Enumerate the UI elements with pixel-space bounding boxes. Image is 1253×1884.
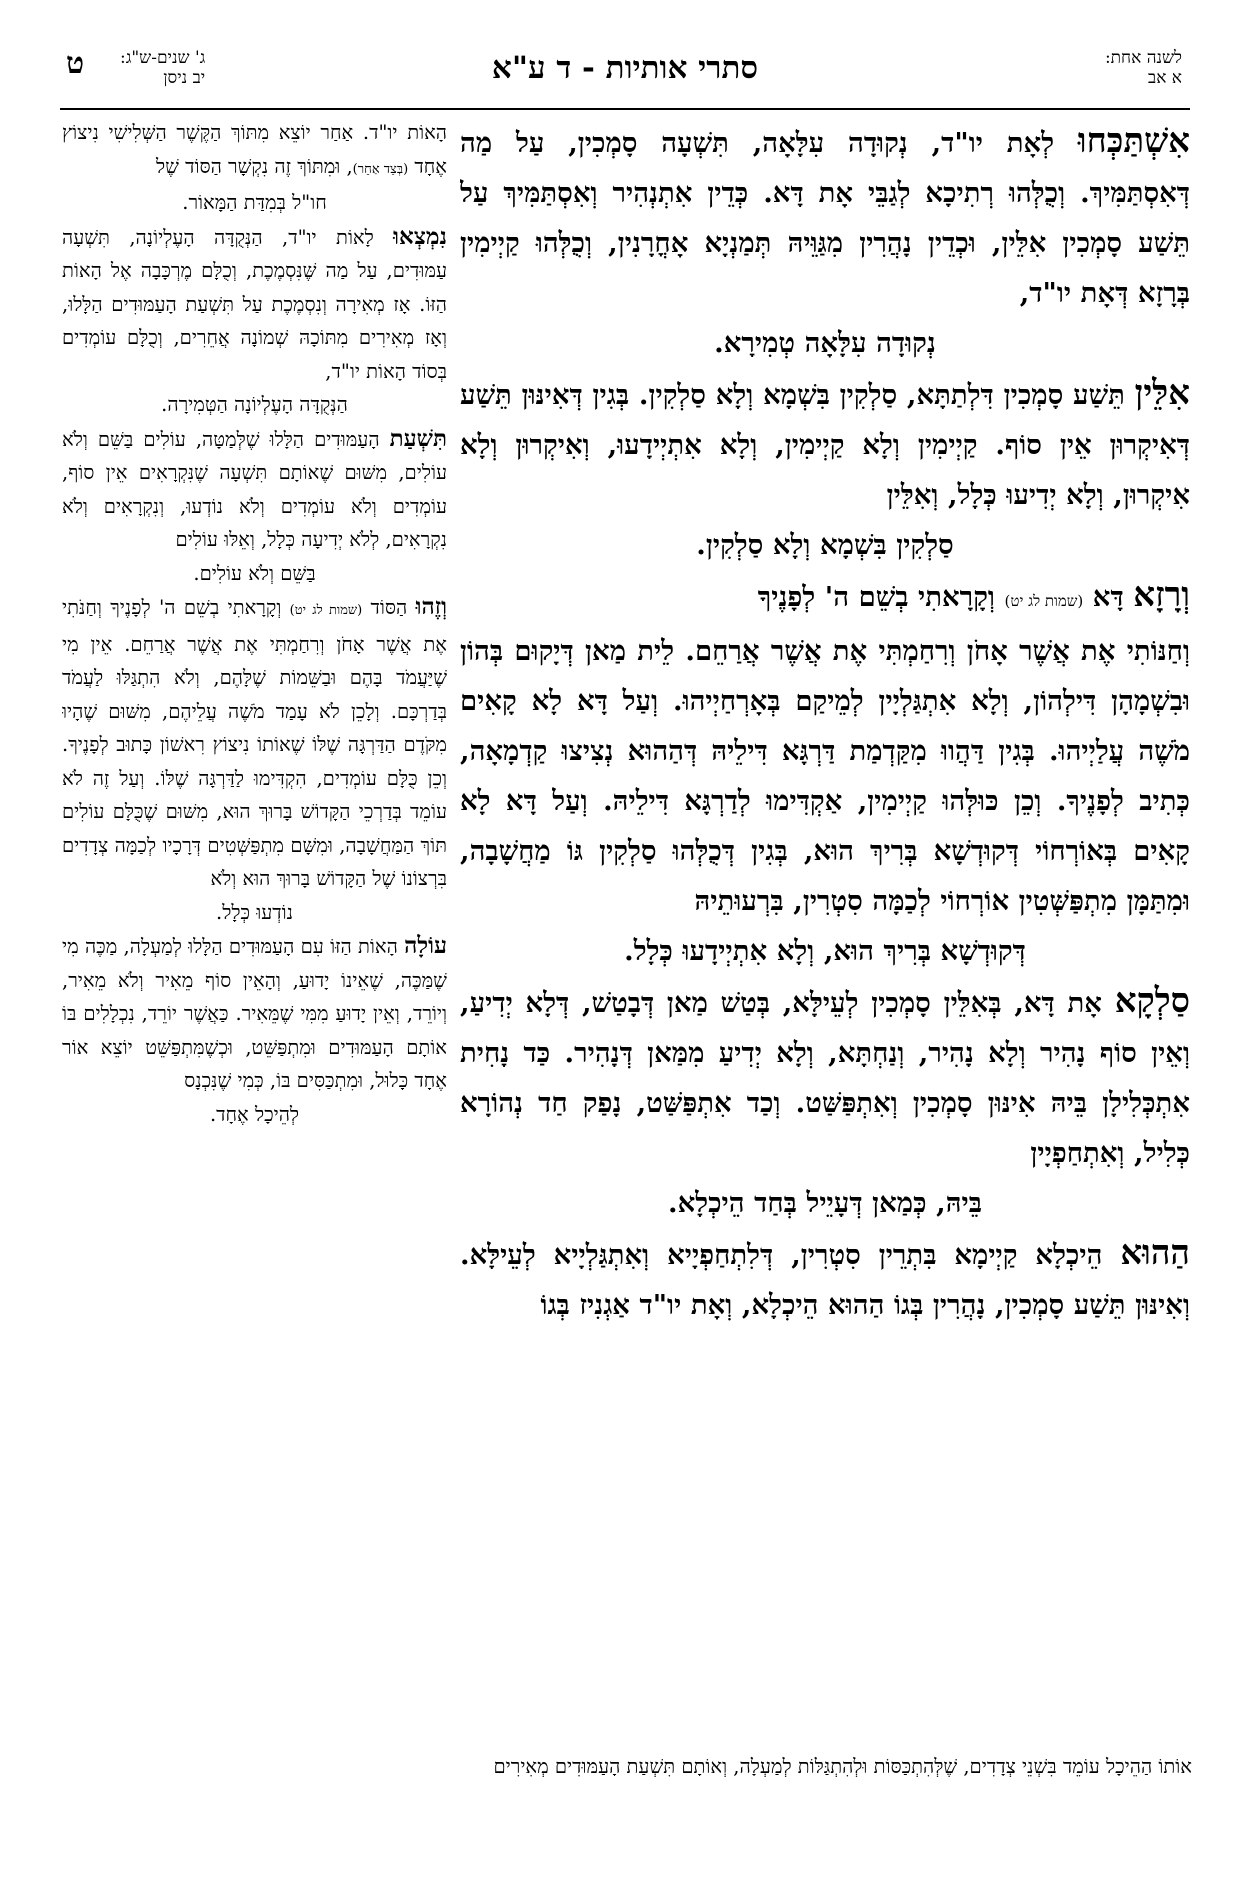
paragraph-lead-word: נִמְצְאוּ bbox=[393, 222, 447, 250]
side-paragraph-3 bbox=[62, 422, 447, 557]
main-paragraph-1-end: נְקוּדָה עִלָּאָה טְמִירָא. bbox=[714, 327, 936, 359]
aramaic-main-text bbox=[460, 116, 1190, 1756]
main-paragraph-2 bbox=[460, 368, 1190, 520]
one-year-label: לשנה אחת: bbox=[1104, 48, 1182, 68]
side-paragraph-3-end: בַּשֵּׁם וְלֹא עוֹלִים. bbox=[193, 561, 316, 585]
side-paragraph-1 bbox=[62, 116, 447, 186]
main-paragraph-5 bbox=[460, 976, 1190, 1178]
side-paragraph-4-end: נוֹדְעוּ כְּלָל. bbox=[216, 900, 293, 924]
three-years-label: ג' שנים-ש"ג: bbox=[120, 48, 206, 68]
side-paragraph-5-end: לְהֵיכָל אֶחָד. bbox=[209, 1102, 300, 1126]
hebrew-translation-column bbox=[62, 116, 447, 1756]
paragraph-lead-word: עוֹלָה bbox=[404, 932, 447, 959]
paragraph-lead-word: סַלְקָא bbox=[1114, 981, 1190, 1021]
paragraph-lead-word: תִּשְׁעַת bbox=[389, 424, 447, 452]
paragraph-body: הָאוֹת הַזּוֹ עִם הָעַמּוּדִים הַלָּלוּ לְמַעְלָה, מַכֶּה מִי שֶׁמַּכֶּה, שֶׁאֵינוֹ יָדוּעַ, וְהָאֵין סוֹף מֵאִיר וְלֹא מֵאִיר, וְיוֹרֵד, וְאֵין יָדוּעַ מִמִּי שֶׁמֵּאִיר. כַּאֲשֶׁר יוֹרֵד, נִכְלָלִים בּוֹ אוֹתָם הָעַמּוּדִים וּמִתְפַּשֵּׁט, וּכְשֶׁמִּתְפַּשֵּׁט יוֹצֵא אוֹר אֶחָד כָּלוּל, וּמִתְכַּסִּים בּוֹ, כְּמִי שֶׁנִּכְנָס bbox=[62, 935, 447, 1092]
paragraph-body: , וּמִתּוֹךְ זֶה נִקְשָׁר הַסּוֹד שֶׁל bbox=[156, 154, 353, 178]
main-paragraph-3 bbox=[460, 570, 1190, 626]
one-year-date: א אב bbox=[1148, 68, 1182, 88]
paragraph-body: וְחַנּוֹתִי אֶת אֲשֶׁר אָחֹן וְרִחַמְתִּי אֶת אֲשֶׁר אֲרַחֵם. לֵית מַאן דְּיָקוּם בְּהוֹן וּבִשְׁמָהָן דִּילְהוֹן, וְלָא אִתְגַּלְיָין לְמֵיקַם בְּאָרְחַיְיהוּ. וְעַל דָּא לָא קָאִים מֹשֶׁה עֲלַיְיהוּ. בְּגִין דַּהֲווּ מִקַּדְמַת דַּרְגָּא דִּילֵיהּ דְּהַהוּא נְצִיצוּ קַדְמָאָה, כְּתִיב לְפָנֶיךָ. וְכֵן כּוּלְּהוּ קַיְימִין, אַקְדִּימוּ לְדַרְגָּא דִּילֵיהּ. וְעַל דָּא לָא קָאִים בְּאוֹרְחוֹי דְּקוּדְשָׁא בְּרִיךְ הוּא, בְּגִין דְּכֻלְּהוּ סַלְקִין גּוֹ מַחֲשָׁבָה, וּמִתַּמָּן מִתְפַּשְּׁטִין אוֹרְחוֹי לְכַמָּה סִטְרִין, בִּרְעוּתֵיהּ bbox=[460, 635, 1190, 917]
paragraph-body: תֵּשַׁע סָמְכִין דִּלְתַתָּא, סַלְקִין בִּשְׁמָא וְלָא סַלְקִין. בְּגִין דְּאִינּוּן תֵּשַׁע דְּאִיקְרוּן אֵין סוֹף. קַיְימִין וְלָא קַיְימִין, וְלָא אִתְיְידָעוּ, וְאִיקְרוּן וְלָא אִיקְרוּן, וְלָא יְדִיעוּ כְּלָל, וְאִלֵּין bbox=[460, 379, 1190, 511]
three-years-date: יב ניסן bbox=[163, 68, 206, 88]
paragraph-body: לְאָת יו"ד, נְקוּדָה עִלָּאָה, תִּשְׁעָה סָמְכִין, עַל מַה דְּאִסְתַּמִּיךְ. וְכֻלְּהוּ רְתִיכָא לְגַבֵּי אָת דָּא. כְּדֵין אִתְנְהִיר וְאִסְתַּמִּיךְ עַל תֵּשַׁע סָמְכִין אִלֵּין, וּכְדֵין נָהֲרִין מִגַּוֵּיהּ תְּמַנְיָא אָחֳרָנִין, וְכֻלְּהוּ קַיְימִין בְּרָזָא דְּאָת יו"ד, bbox=[460, 127, 1190, 309]
paragraph-body: הָאוֹת יו"ד. אַחַר יוֹצֵא מִתּוֹךְ הַקֶּשֶׁר הַשְּׁלִישִׁי נִיצוֹץ אֶחָד bbox=[62, 121, 447, 178]
main-paragraph-4-end: דְּקוּדְשָׁא בְּרִיךְ הוּא, וְלָא אִתְיְידָעוּ כְּלָל. bbox=[624, 935, 1026, 967]
page-header bbox=[60, 42, 1190, 110]
header-divider bbox=[60, 108, 1190, 110]
verse-quote: וְקָרָאתִי בְשֵׁם ה' לְפָנֶיךָ bbox=[757, 581, 1005, 613]
paragraph-lead-word: אִשְׁתַּכְּחוּ bbox=[1077, 121, 1190, 161]
main-paragraph-5-end: בֵּיהּ, כְּמַאן דְּעָיֵיל בְּחַד הֵיכְלָא. bbox=[668, 1187, 982, 1219]
side-paragraph-2 bbox=[62, 220, 447, 389]
paragraph-body: הַסּוֹד bbox=[362, 596, 416, 619]
study-schedule-three-years bbox=[120, 48, 205, 88]
paragraph-body: אָת דָּא, בְּאִלֵּין סָמְכִין לְעֵילָּא, בְּטַשׁ מַאן דְּבָטַשׁ, דְּלָא יְדִיעַ, וְאֵין סוֹף נָהִיר וְלָא נָהִיר, וְנַחְתָּא, וְלָא יְדִיעַ מִמַּאן דְּנָהִיר. כַּד נָחִית אִתְכְּלִילָן בֵּיהּ אִינּוּן סָמְכִין וְאִתְפַּשַּׁט. וְכַד אִתְפַּשַּׁט, נָפַק חַד נְהוֹרָא כְּלִיל, וְאִתְחַפְיָין bbox=[460, 987, 1190, 1169]
side-paragraph-2-end: הַנְּקֻדָּה הָעֶלְיוֹנָה הַטְּמִירָה. bbox=[161, 393, 348, 416]
paragraph-body: דָּא bbox=[1083, 581, 1134, 613]
side-paragraph-1-end: חו"ל בְּמִדַּת הַמָּאוֹר. bbox=[182, 191, 327, 214]
verse-reference: (שמות לג יט) bbox=[1004, 592, 1084, 610]
page-number: ט bbox=[66, 46, 85, 81]
paragraph-lead-word: וְרָזָא bbox=[1133, 575, 1190, 615]
paragraph-lead-word: הַהוּא bbox=[1120, 1233, 1190, 1273]
paragraph-body: וְקָרָאתִי בְשֵׁם ה' לְפָנֶיךָ וְחַנֹּתִי אֶת אֲשֶׁר אָחֹן וְרִחַמְתִּי אֶת אֲשֶׁר אֲרַחֵם. אֵין מִי שֶׁיַּעֲמֹד בָּהֶם וּבַשֵּׁמוֹת שֶׁלָּהֶם, וְלֹא הִתְגַּלּוּ לַעֲמֹד בְּדַרְכָּם. וְלָכֵן לֹא עָמַד מֹשֶׁה עֲלֵיהֶם, מִשּׁוּם שֶׁהָיוּ מִקֹּדֶם הַדַּרְגָּה שֶׁלּוֹ שֶׁאוֹתוֹ נִיצוֹץ רִאשׁוֹן כָּתוּב לְפָנֶיךָ. וְכֵן כֻּלָּם עוֹמְדִים, הִקְדִּימוּ לַדַּרְגָּה שֶׁלּוֹ. וְעַל זֶה לֹא עוֹמֵד בְּדַרְכֵי הַקָּדוֹשׁ בָּרוּךְ הוּא, מִשּׁוּם שֶׁכֻּלָּם עוֹלִים תּוֹךְ הַמַּחֲשָׁבָה, וּמִשָּׁם מִתְפַּשְּׁטִים דְּרָכָיו לְכַמָּה צְדָדִים בִּרְצוֹנוֹ שֶׁל הַקָּדוֹשׁ בָּרוּךְ הוּא וְלֹא bbox=[62, 596, 447, 890]
main-paragraph-2-end: סַלְקִין בִּשְׁמָא וְלָא סַלְקִין. bbox=[696, 529, 954, 561]
bottom-continuation-line: אוֹתוֹ הַהֵיכָל עוֹמֵד בִּשְׁנֵי צְדָדִים, שֶׁלְּהִתְכַּסּוֹת וּלְהִתְגַּלּוֹת לְמַעְלָה, וְאוֹתָם תִּשְׁעַת הָעַמּוּדִים מְאִירִים bbox=[493, 1755, 1192, 1778]
verse-reference: (שמות לג יט) bbox=[289, 603, 363, 618]
inline-note: (בְּצַד אַחֵר) bbox=[352, 161, 409, 177]
main-paragraph-6 bbox=[460, 1228, 1190, 1330]
paragraph-body: לָאוֹת יו"ד, הַנְּקֻדָּה הָעֶלְיוֹנָה, תִּשְׁעָה עַמּוּדִים, עַל מַה שֶּׁנִּסְמֶכֶת, וְכֻלָּם מֶרְכָּבָה אֶל הָאוֹת הַזּוֹ. אָז מְאִירָה וְנִסְמֶכֶת עַל תִּשְׁעַת הָעַמּוּדִים הַלָּלוּ, וְאָז מְאִירִים מִתּוֹכָהּ שְׁמוֹנָה אֲחֵרִים, וְכֻלָּם עוֹמְדִים בְּסוֹד הָאוֹת יו"ד, bbox=[62, 225, 447, 383]
side-paragraph-4 bbox=[62, 590, 447, 896]
paragraph-body: הֵיכְלָא קַיְימָא בִּתְרֵין סִטְרִין, דְּלִתְחַפְיָיא וְאִתְגַּלְיָיא לְעֵילָּא. וְאִינּוּן תֵּשַׁע סָמְכִין, נָהֲרִין בְּגוֹ הַהוּא הֵיכְלָא, וְאָת יו"ד אַגְנִיז בְּגוֹ bbox=[460, 1239, 1190, 1321]
paragraph-body: הָעַמּוּדִים הַלָּלוּ שֶׁלְּמַטָּה, עוֹלִים בַּשֵּׁם וְלֹא עוֹלִים, מִשּׁוּם שֶׁאוֹתָם תִּשְׁעָה שֶׁנִּקְרָאִים אֵין סוֹף, עוֹמְדִים וְלֹא עוֹמְדִים וְלֹא נוֹדְעוּ, וְנִקְרָאִים וְלֹא נִקְרָאִים, לְלֹא יְדִיעָה כְּלָל, וְאֵלּוּ עוֹלִים bbox=[62, 427, 447, 551]
side-paragraph-5 bbox=[62, 929, 447, 1098]
paragraph-lead-word: וְזֶהוּ bbox=[415, 593, 447, 620]
main-paragraph-4 bbox=[460, 626, 1190, 926]
page-title: סתרי אותיות - ד ע"א bbox=[491, 50, 759, 86]
paragraph-lead-word: אִלֵּין bbox=[1134, 373, 1190, 413]
main-paragraph-1 bbox=[460, 116, 1190, 318]
